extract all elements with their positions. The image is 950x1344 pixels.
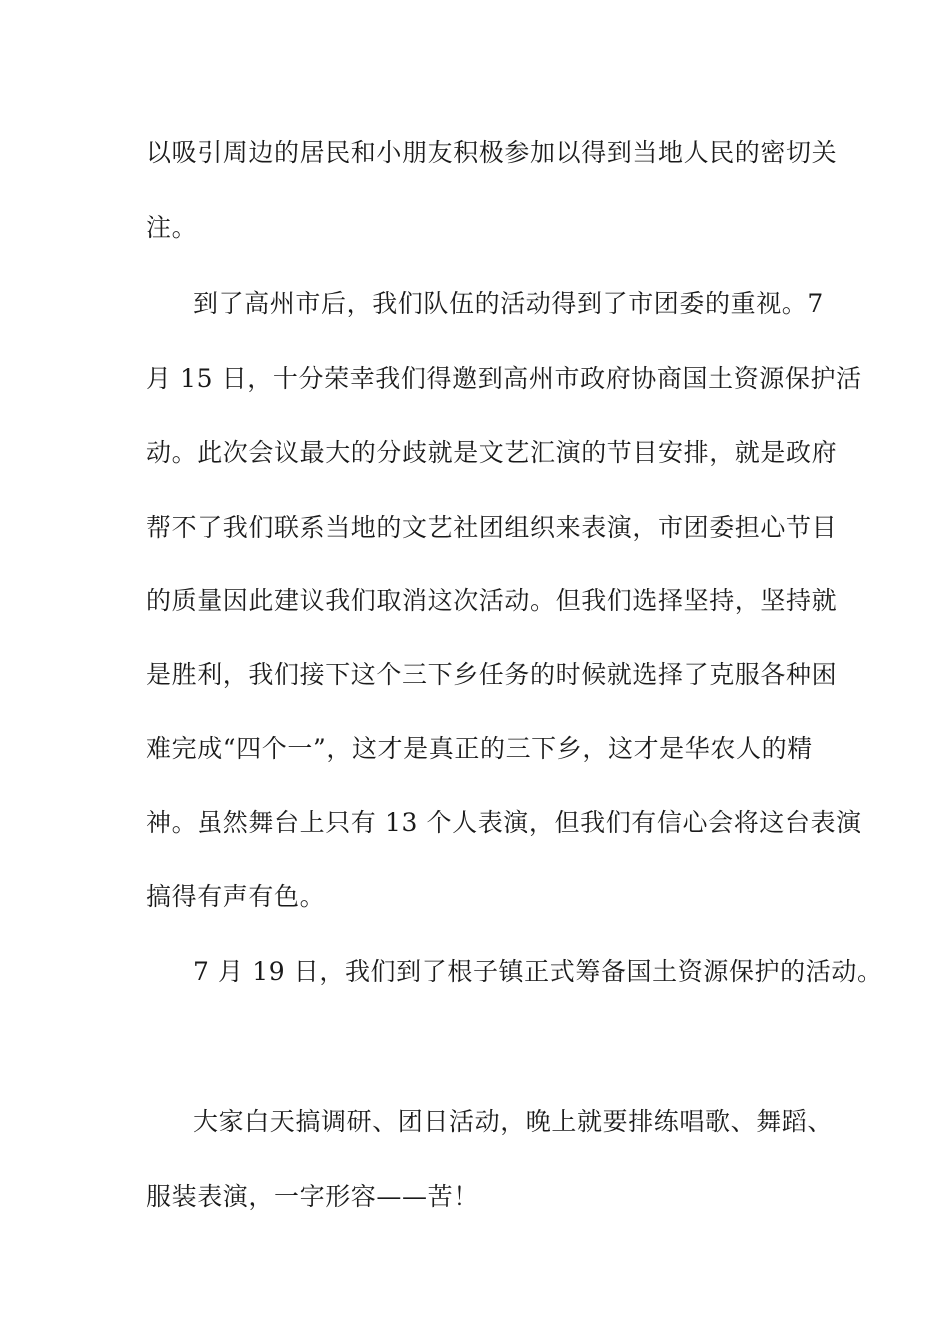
paragraph-2-line-5: 的质量因此建议我们取消这次活动。但我们选择坚持，坚持就 xyxy=(146,586,838,615)
paragraph-1-line-1: 以吸引周边的居民和小朋友积极参加以得到当地人民的密切关 xyxy=(146,138,838,167)
paragraph-4-line-2: 服装表演，一字形容——苦！ xyxy=(146,1182,479,1211)
paragraph-2-line-7: 难完成“四个一”，这才是真正的三下乡，这才是华农人的精 xyxy=(146,734,813,763)
paragraph-2-line-3: 动。此次会议最大的分歧就是文艺汇演的节目安排，就是政府 xyxy=(146,438,838,467)
paragraph-1-line-2: 注。 xyxy=(146,213,198,242)
paragraph-2-line-2: 月 15 日，十分荣幸我们得邀到高州市政府协商国土资源保护活 xyxy=(146,364,862,393)
paragraph-2-line-6: 是胜利，我们接下这个三下乡任务的时候就选择了克服各种困 xyxy=(146,660,838,689)
paragraph-2-line-8: 神。虽然舞台上只有 13 个人表演，但我们有信心会将这台表演 xyxy=(146,808,862,837)
paragraph-2-line-9: 搞得有声有色。 xyxy=(146,882,326,911)
paragraph-2-line-1: 到了高州市后，我们队伍的活动得到了市团委的重视。7 xyxy=(193,289,824,318)
paragraph-2-line-4: 帮不了我们联系当地的文艺社团组织来表演，市团委担心节目 xyxy=(146,513,838,542)
paragraph-3-line-1: 7 月 19 日，我们到了根子镇正式筹备国土资源保护的活动。 xyxy=(193,957,883,986)
paragraph-4-line-1: 大家白天搞调研、团日活动，晚上就要排练唱歌、舞蹈、 xyxy=(193,1107,834,1136)
